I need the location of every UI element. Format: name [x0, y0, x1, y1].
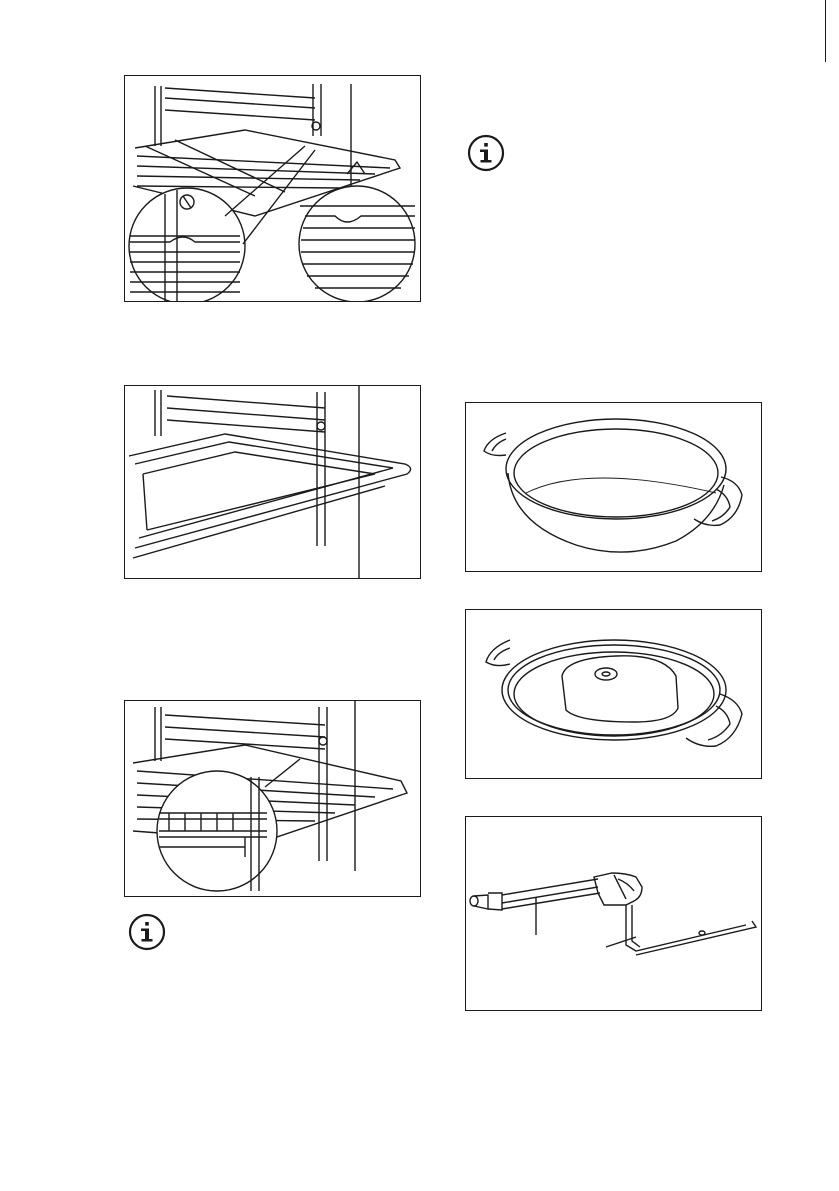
- figure-roasting-pot: [465, 402, 762, 572]
- oven-rack-with-detail-icon: [125, 76, 420, 301]
- figure-pot-lid: [465, 609, 762, 779]
- figure-meat-probe: [465, 816, 762, 1011]
- oven-rack-runners-icon: [125, 701, 420, 896]
- baking-tray-icon: [125, 386, 420, 578]
- figure-rack-runners: [124, 700, 421, 897]
- info-icon: [467, 134, 505, 177]
- page-edge-mark: [825, 0, 826, 62]
- figure-rack-detail: [124, 75, 421, 302]
- casserole-pot-icon: [466, 403, 761, 571]
- casserole-lid-icon: [466, 610, 761, 778]
- info-icon: [128, 913, 166, 956]
- core-temperature-sensor-icon: [466, 817, 761, 1010]
- figure-baking-tray: [124, 385, 421, 579]
